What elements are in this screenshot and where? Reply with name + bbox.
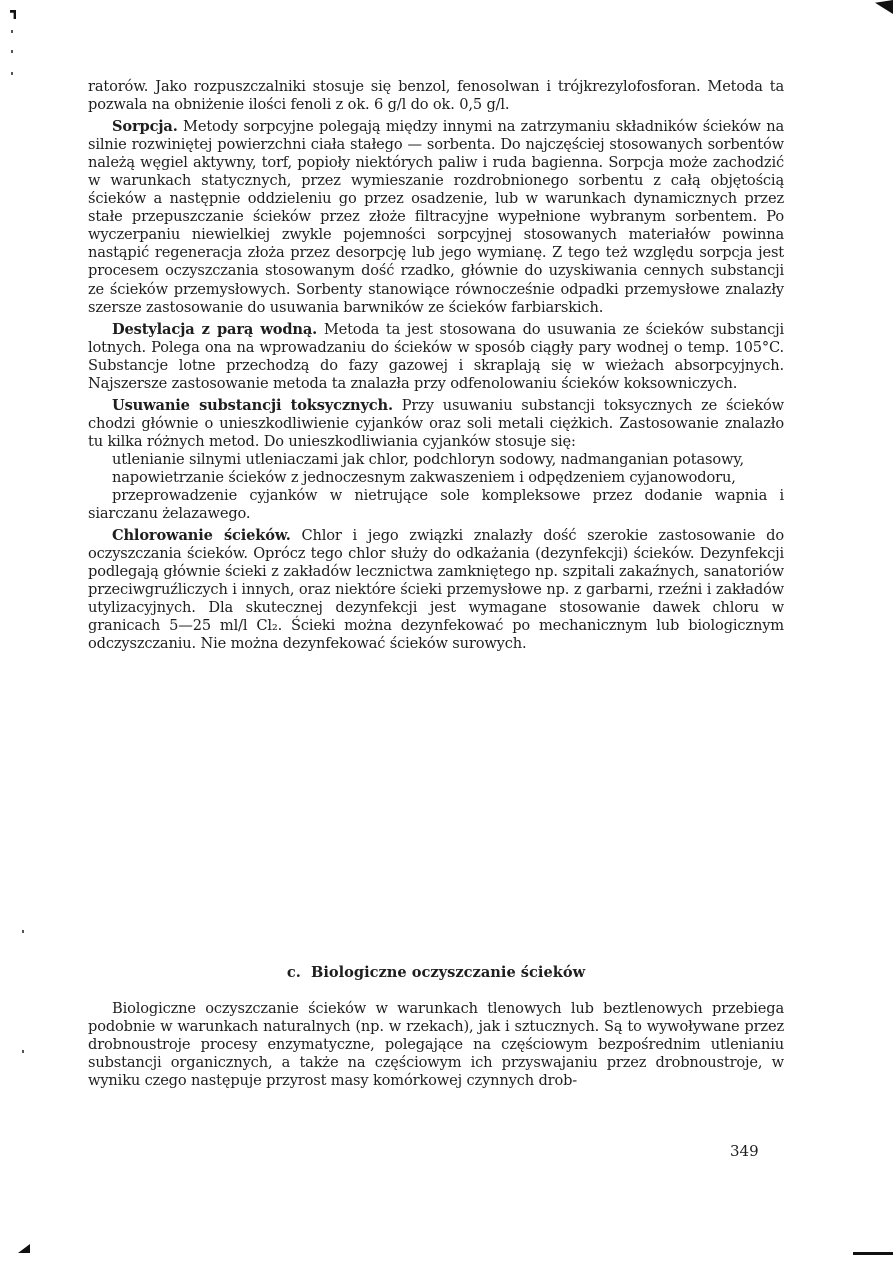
scan-corner-mark [853,1252,893,1255]
scan-speck [11,50,13,53]
list-item: napowietrzanie ścieków z jednoczesnym zakwaszeniem i odpędzeniem cyjanowodoru, [112,468,736,486]
page-body [88,78,784,653]
scan-corner-mark [10,10,16,19]
cyanide-methods-list [88,451,784,523]
paragraph-sorpcja [88,118,784,317]
paragraph-text: Chlor i jego związki znalazły dość szerokie zastosowanie do oczyszczania ścieków. Oprócz tego chlor służy do odkażania (dezynfekcji) ścieków. Dezynfekcji podlegają głównie ścieki z zakładów lecznictwa zamkniętego np. szpitali zakaźnych, sanatoriów przeciwgruźliczych i innych, oraz niektóre ścieki przemysłowe np. z garbarni, rzeźni i zakładów utylizacyjnych. Dla skutecznej dezynfekcji jest wymagane stosowanie dawek chloru w granicach 5—25 ml/l Cl₂. Ścieki można dezynfekować po mechanicznym lub biologicznym odczyszczaniu. Nie można dezynfekować ścieków surowych. [88,527,784,653]
section-heading [88,964,784,981]
scan-speck [11,30,13,33]
run-in-heading: Sorpcja. [112,118,178,136]
list-item: utlenianie silnymi utleniaczami jak chlor, podchloryn sodowy, nadmanganian potasowy, [112,450,744,468]
section-label: c. [286,964,301,981]
scan-speck [22,930,24,933]
paragraph-text: Metody sorpcyjne polegają między innymi na zatrzymaniu składników ścieków na silnie rozwiniętej powierzchni ciała stałego — sorbenta. Do najczęściej stosowanych sorbentów należą węgiel aktywny, torf, popioły niektórych paliw i ruda bagienna. Sorpcja może zachodzić w warunkach statycznych, przez wymieszanie rozdrobnionego sorbentu z całą objętością ścieków a następnie oddzieleniu go przez osadzenie, lub w warunkach dynamicznych przez stałe przepuszczanie ścieków przez złoże filtracyjne wypełnione wybranym sorbentem. Po wyczerpaniu niewielkiej zwykle pojemności sorpcyjnej stosowanych materiałów powinna nastąpić regeneracja złoża przez desorpcję lub jego wymianę. Z tego też względu sorpcja jest procesem oczyszczania stosowanym dość rzadko, głównie do uzyskiwania cennych substancji ze ścieków przemysłowych. Sorbenty stanowiące równocześnie odpadki przemysłowe znalazły szersze zastosowanie do usuwania barwników ze ścieków farbiarskich. [88,118,784,316]
paragraph-chlorowanie [88,527,784,653]
section-title: Biologiczne oczyszczanie ścieków [310,964,586,981]
paragraph-continuation [88,78,784,114]
paragraph-text: Metoda ta jest stosowana do usuwania ze ścieków substancji lotnych. Polega ona na wprowadzaniu do ścieków w sposób ciągły pary wodnej o temp. 105°C. Substancje lotne przechodzą do fazy gazowej i skraplają się w wieżach absorpcyjnych. Najszersze zastosowanie metoda ta znalazła przy odfenolowaniu ścieków koksowniczych. [88,320,784,392]
paragraph-usuwanie [88,397,784,451]
paragraph-biologiczne: Biologiczne oczyszczanie ścieków w warunkach tlenowych lub beztlenowych przebiega podobnie w warunkach naturalnych (np. w rzekach), jak i sztucznych. Są to wywoływane przez drobnoustroje procesy enzymatyczne, polegające na częściowym bezpośrednim utlenianiu substancji organicznych, a także na częściowym ich przyswajaniu przez drobnoustroje, w wyniku czego następuje przyrost masy komórkowej czynnych drob- [88,1000,784,1090]
paragraph-text: Przy usuwaniu substancji toksycznych ze ścieków chodzi głównie o unieszkodliwienie cyjanków oraz soli metali ciężkich. Zastosowanie znalazło tu kilka różnych metod. Do unieszkodliwiania cyjanków stosuje się: [88,396,785,450]
page-number: 349 [730,1142,759,1160]
scan-speck [11,72,13,75]
list-item: przeprowadzenie cyjanków w nietrujące sole kompleksowe przez dodanie wapnia i siarczanu żelazawego. [88,487,784,523]
paragraph-text: ratorów. Jako rozpuszczalniki stosuje się benzol, fenosolwan i trójkrezylofosforan. Metoda ta pozwala na obniżenie ilości fenoli z ok. 6 g/l do ok. 0,5 g/l. [88,78,784,114]
scan-corner-mark [18,1244,30,1253]
paragraph-destylacja [88,321,784,393]
run-in-heading: Usuwanie substancji toksycznych. [112,396,393,414]
run-in-heading: Chlorowanie ścieków. [112,527,291,545]
scan-corner-mark [875,0,893,14]
scan-speck [22,1050,24,1053]
run-in-heading: Destylacja z parą wodną. [112,320,318,338]
section-body [88,1000,784,1090]
